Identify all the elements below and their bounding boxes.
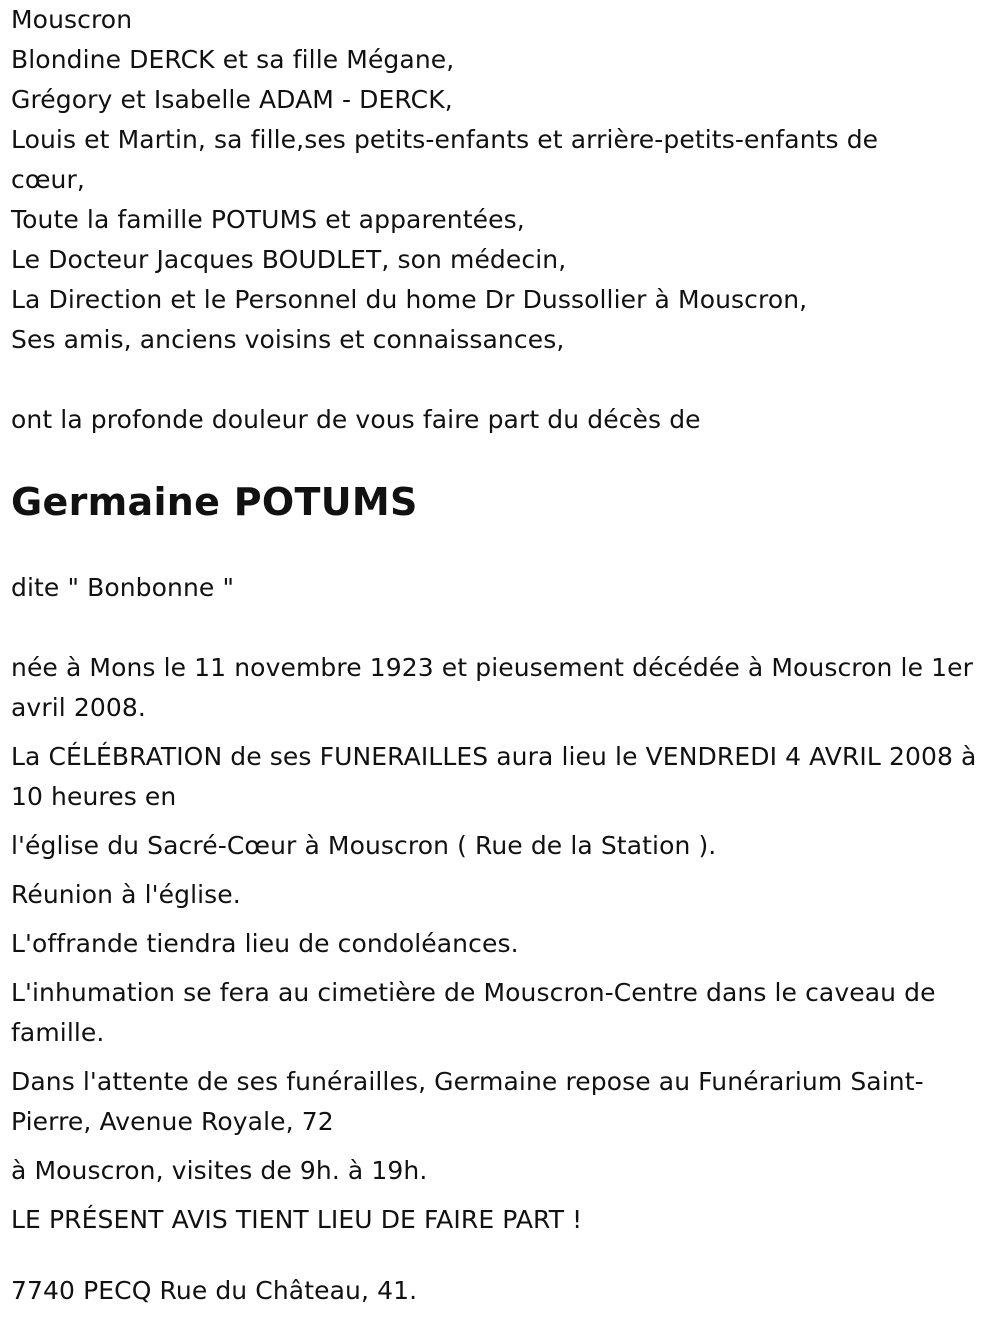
offering-paragraph: L'offrande tiendra lieu de condoléances. bbox=[11, 929, 519, 958]
notice-paragraph: LE PRÉSENT AVIS TIENT LIEU DE FAIRE PART ! bbox=[11, 1205, 583, 1234]
church-paragraph: l'église du Sacré-Cœur à Mouscron ( Rue de la Station ). bbox=[11, 831, 717, 860]
funeral-home-paragraph: Dans l'attente de ses funérailles, Germaine repose au Funérarium Saint-Pierre, Avenue Royale, 72 bbox=[11, 1067, 924, 1136]
funeral-details bbox=[11, 648, 991, 1240]
mourner-line: Le Docteur Jacques BOUDLET, son médecin, bbox=[11, 245, 567, 274]
deceased-nickname: dite " Bonbonne " bbox=[11, 573, 235, 602]
announcement-text: ont la profonde douleur de vous faire part du décès de bbox=[11, 405, 701, 434]
mourner-line: La Direction et le Personnel du home Dr Dussollier à Mouscron, bbox=[11, 285, 808, 314]
birth-death-paragraph: née à Mons le 11 novembre 1923 et pieusement décédée à Mouscron le 1er avril 2008. bbox=[11, 653, 973, 722]
mourner-line: Toute la famille POTUMS et apparentées, bbox=[11, 205, 525, 234]
mourner-line: Ses amis, anciens voisins et connaissances, bbox=[11, 325, 565, 354]
mourner-line: Louis et Martin, sa fille,ses petits-enfants et arrière-petits-enfants de bbox=[11, 125, 879, 154]
town-heading: Mouscron bbox=[11, 5, 133, 34]
deceased-name: Germaine POTUMS bbox=[11, 480, 418, 524]
visits-paragraph: à Mouscron, visites de 9h. à 19h. bbox=[11, 1156, 428, 1185]
mourner-line: Blondine DERCK et sa fille Mégane, bbox=[11, 45, 455, 74]
ceremony-paragraph: La CÉLÉBRATION de ses FUNERAILLES aura lieu le VENDREDI 4 AVRIL 2008 à 10 heures en bbox=[11, 742, 977, 811]
mourner-line: cœur, bbox=[11, 165, 85, 194]
address-line: 7740 PECQ Rue du Château, 41. bbox=[11, 1276, 418, 1305]
meeting-paragraph: Réunion à l'église. bbox=[11, 880, 241, 909]
burial-paragraph: L'inhumation se fera au cimetière de Mouscron-Centre dans le caveau de famille. bbox=[11, 978, 936, 1047]
mourner-line: Grégory et Isabelle ADAM - DERCK, bbox=[11, 85, 453, 114]
obituary-notice bbox=[11, 0, 991, 1311]
mourners-list bbox=[11, 40, 991, 360]
